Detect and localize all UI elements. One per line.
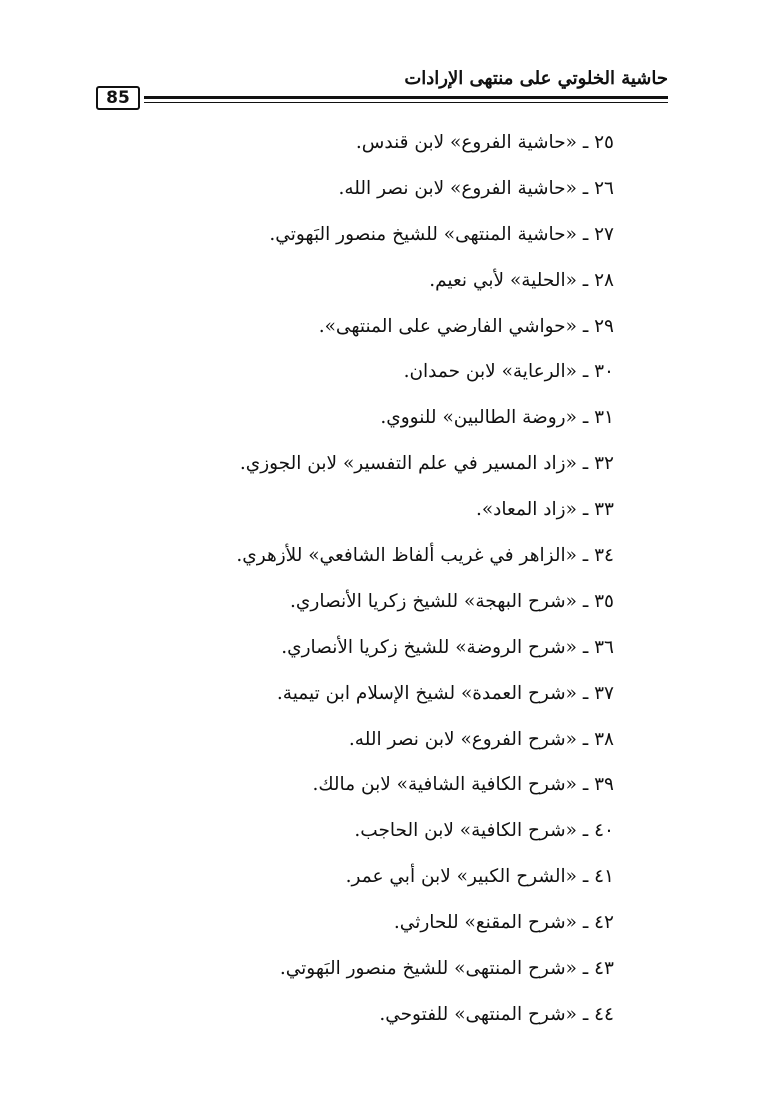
- header-rule-thin: [144, 102, 668, 103]
- list-item: ٣٣ ـ «زاد المعاد».: [475, 499, 614, 521]
- header-rule-thick: [144, 96, 668, 99]
- bibliography-list: [194, 128, 614, 1046]
- list-item: ٢٥ ـ «حاشية الفروع» لابن قندس.: [355, 132, 614, 153]
- list-item: ٤٤ ـ «شرح المنتهى» للفتوحي.: [379, 1003, 614, 1025]
- list-item: ٢٨ ـ «الحلية» لأبي نعيم.: [429, 269, 614, 291]
- list-item: ٣٤ ـ «الزاهر في غريب ألفاظ الشافعي» للأزهري.: [236, 545, 614, 567]
- list-item: ٣٥ ـ «شرح البهجة» للشيخ زكريا الأنصاري.: [290, 590, 614, 612]
- list-item: ٣٦ ـ «شرح الروضة» للشيخ زكريا الأنصاري.: [281, 636, 614, 658]
- list-item: ٢٩ ـ «حواشي الفارضي على المنتهى».: [318, 315, 614, 337]
- list-item: ٣٠ ـ «الرعاية» لابن حمدان.: [403, 361, 614, 383]
- list-item: ٢٦ ـ «حاشية الفروع» لابن نصر الله.: [338, 177, 614, 199]
- page-header: [96, 66, 668, 110]
- list-item: ٣٢ ـ «زاد المسير في علم التفسير» لابن الجوزي.: [239, 453, 614, 475]
- list-item: ٤٢ ـ «شرح المقنع» للحارثي.: [393, 912, 614, 934]
- list-item: ٣٨ ـ «شرح الفروع» لابن نصر الله.: [348, 728, 614, 750]
- list-item: ٤٣ ـ «شرح المنتهى» للشيخ منصور البَهوتي.: [279, 958, 614, 980]
- list-item: ٢٧ ـ «حاشية المنتهى» للشيخ منصور البَهوتي.: [269, 223, 614, 245]
- running-title: حاشية الخلوتي على منتهى الإرادات: [404, 68, 668, 89]
- list-item: ٤١ ـ «الشرح الكبير» لابن أبي عمر.: [345, 866, 614, 888]
- list-item: ٤٠ ـ «شرح الكافية» لابن الحاجب.: [354, 820, 614, 842]
- list-item: ٣١ ـ «روضة الطالبين» للنووي.: [380, 407, 614, 429]
- list-item: ٣٩ ـ «شرح الكافية الشافية» لابن مالك.: [312, 774, 614, 796]
- list-item: ٣٧ ـ «شرح العمدة» لشيخ الإسلام ابن تيمية.: [276, 682, 614, 704]
- page-number: 85: [96, 86, 140, 110]
